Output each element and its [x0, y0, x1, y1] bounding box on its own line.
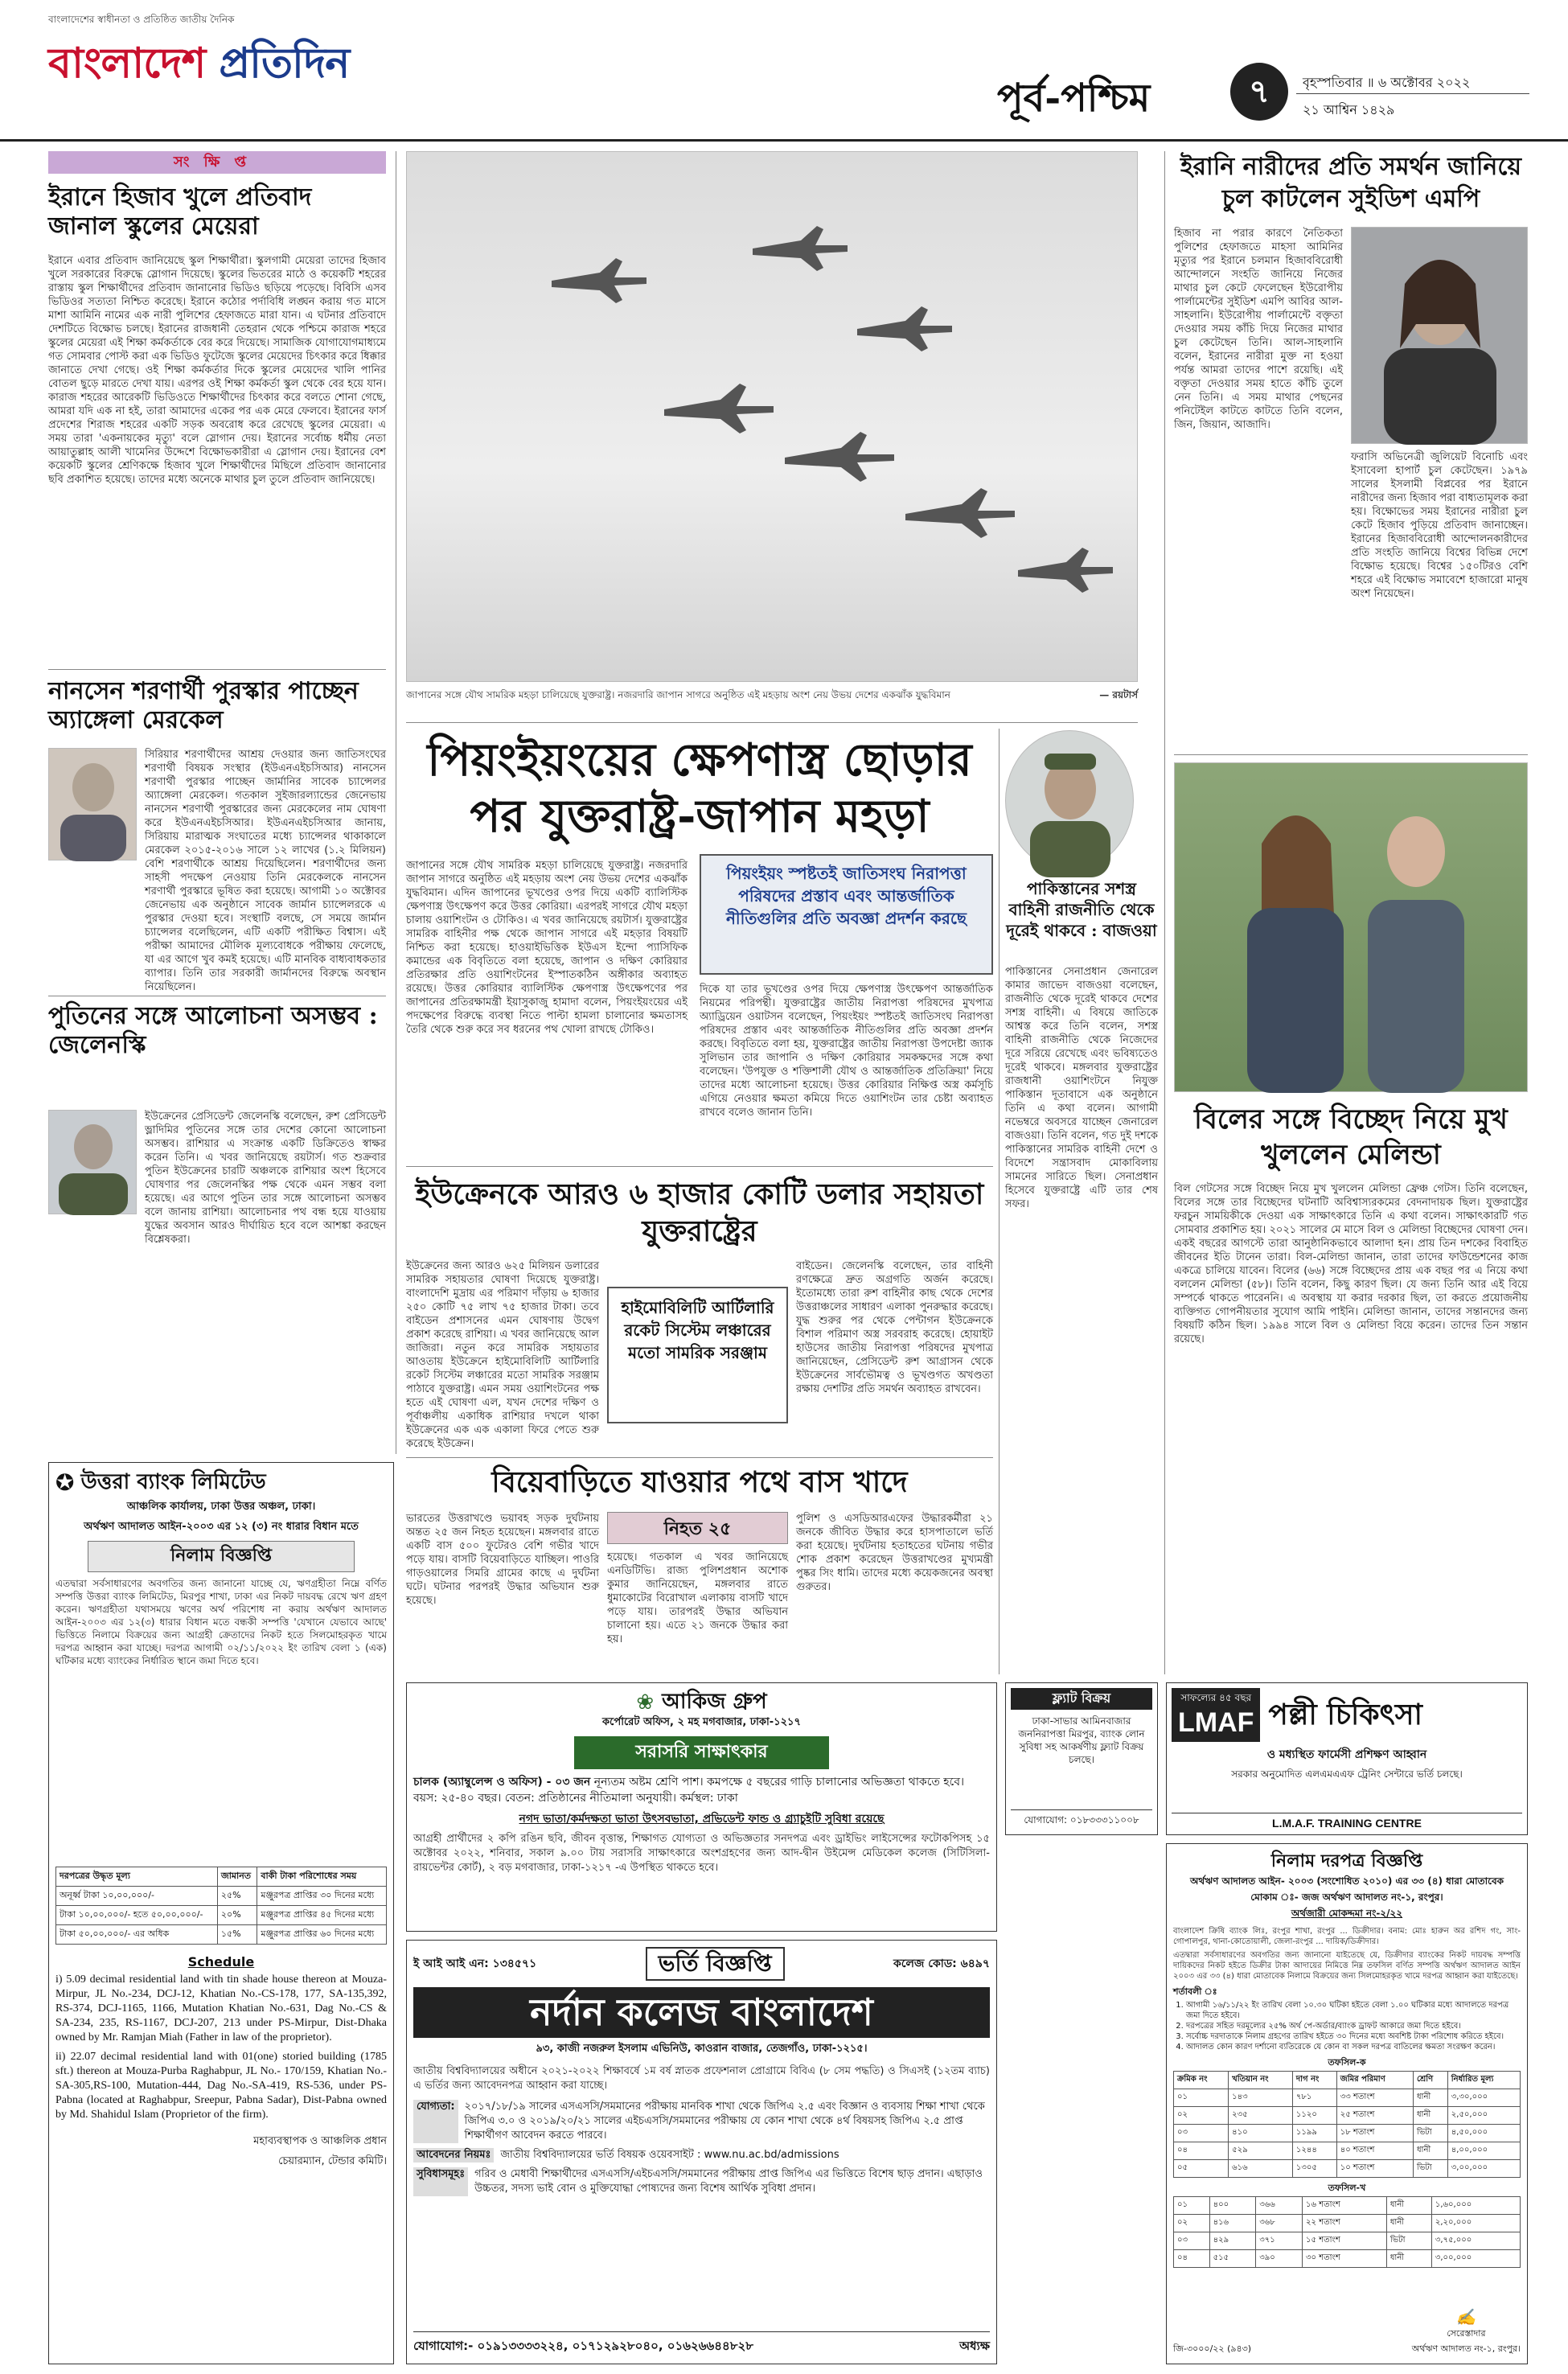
apply-label: আবেদনের নিয়মঃ	[413, 2148, 494, 2162]
tender-rows-a	[1174, 2089, 1521, 2178]
table-cell: ভিটা	[1386, 2232, 1431, 2250]
table-cell: ১৬ শতাংশ	[1303, 2197, 1387, 2215]
lmaf-logo-block	[1172, 1688, 1260, 1742]
brand-tagline: বাংলাদেশের স্বাধীনতা ও প্রতিষ্ঠিত জাতীয় দৈনিক	[48, 14, 235, 25]
table-row	[1174, 2197, 1521, 2215]
condition-item: 4. আদালত কোন কারণ দর্শানো ব্যতিরেকে যে কোন বা সকল দরপত্র বাতিলের ক্ষমতা সংরক্ষণ করেন।	[1186, 2042, 1521, 2052]
ukraine-quote-text: হাইমোবিলিটি আর্টিলারি রকেট সিস্টেম লঞ্চারের মতো সামরিক সরঞ্জাম	[621, 1298, 774, 1362]
ukraine-pull-quote	[607, 1287, 788, 1423]
death-toll-badge	[607, 1512, 788, 1544]
table-cell: ১৫ শতাংশ	[1303, 2232, 1387, 2250]
gates-couple-photo	[1174, 762, 1528, 1092]
table-row	[1174, 2142, 1521, 2160]
table-cell: ধানী	[1386, 2250, 1431, 2268]
divider	[1174, 754, 1528, 755]
akij-group-name: আকিজ গ্রুপ	[662, 1690, 767, 1714]
ukraine-headline[interactable]: ইউক্রেনকে আরও ৬ হাজার কোটি ডলার সহায়তা যুক্তরাষ্ট্রের	[415, 1177, 984, 1248]
merkel-photo	[48, 748, 137, 860]
table-row	[1174, 2250, 1521, 2268]
iran-hijab-body: ইরানে এবার প্রতিবাদ জানিয়েছে স্কুল শিক্ষার্থীরা। স্কুলগামী মেয়েরা তাদের হিজাব খুলে সরকারের বিরুদ্ধে স্লোগান দিয়েছে। স্কুলের ভিতরের মাঠে ও কয়েকটি শহরের রাস্তায় স্কুল শিক্ষার্থীদের প্রতিবাদ জানানোর ভিডিও ছড়িয়ে পড়েছে। বিবিসি এসব ভিডিওর সত্যতা নিশ্চিত করেছে। ইরানে কঠোর পর্দাবিধি লঙ্ঘন করায় গত মাসে মাশা আমিনি নামের এক নারী পুলিশের হেফাজতে মারা যান। এ ঘটনার প্রতিবাদে দেশটিতে বিক্ষোভ চলছে। ইরানের রাজধানী তেহরান থেকে পশ্চিমে কারাজ শহরে স্কুলের মেয়েরা এই শিক্ষা কর্মকর্তাকে বের করে দিয়েছে। সামাজিক যোগাযোগমাধ্যমে গত সোমবার পোস্ট করা এক ভিডিও ফুটেজে স্কুলের মেয়েদের চিৎকার করে ধিক্কার জানাতে দেখা গেছে। ওই শিক্ষা কর্মকর্তার দিকে স্কুলের মেয়েদের খালি পানির বোতল ছুড়ে মারতে দেখা যায়। এরপর ওই শিক্ষা কর্মকর্তা স্কুল থেকে বের হয়ে যান। কারাজ শহরের আরেকটি ভিডিওতে শিক্ষার্থীদের চিৎকার করে বলতে শোনা গেছে, আমরা যদি এক না হই, তারা আমাদের একের পর এক মেরে ফেলবে। ইরানের ফার্স প্রদেশের শিরাজ শহরের একটি সড়ক অবরোধ করে রেখেছে স্কুলের মেয়েরা। এ সময় তারা 'একনায়কের মৃত্যু' বলে স্লোগান দেয়। ইরানের সর্বোচ্চ ধর্মীয় নেতা আয়াতুল্লাহ আলী খামেনির উদ্দেশে বিক্ষোভকারীরা এ স্লোগান দেয়। ইরানের বেশ কয়েকটি স্কুলের শ্রেণিকক্ষে হিজাব খুলে শিক্ষার্থীদের মিছিলে প্রতিবাদ জানানোর ছবি প্রকাশিত হয়েছে। তাদের মধ্যে অনেকে মাথার চুল তুলে প্রতিবাদ জানিয়েছে।	[48, 255, 386, 486]
akij-instructions: আগ্রহী প্রার্থীদের ২ কপি রঙিন ছবি, জীবন বৃত্তান্ত, শিক্ষাগত যোগ্যতা ও অভিজ্ঞতার সনদপত্র এবং ড্রাইভিং লাইসেন্সের ফটোকপিসহ ১৫ অক্টোবর ২০২২, শনিবার, সকাল ৯.০০ টায় সরাসরি সাক্ষাৎকারে অংশগ্রহণের জন্য আদ-দ্বীন উইমেন্স মেডিকেল কলেজ (সিটিসিলা-রায়ভেন্টর কোর্ট), ২ বড় মগবাজার, ঢাকা-১২১৭ -এ উপস্থিত থাকতে হবে।	[413, 1833, 990, 1875]
benefits-label: সুবিধাসমূহঃ	[413, 2167, 468, 2196]
table-header: নির্ধারিত মূল্য	[1447, 2072, 1520, 2089]
table-row	[1174, 2125, 1521, 2142]
table-cell: ধানী	[1413, 2089, 1447, 2107]
tender-signatory: সেরেস্তাদার	[1447, 2328, 1486, 2339]
signature-mark-icon: ✍	[1455, 2307, 1476, 2327]
table-cell: ০৫	[1174, 2160, 1229, 2178]
table-row	[56, 1925, 387, 1945]
tender-schedule-title: তফসিল-ক	[1328, 2057, 1366, 2068]
table-cell: ১৫%	[217, 1925, 257, 1945]
pull-quote-text: পিয়ংইয়ং স্পষ্টতই জাতিসংঘ নিরাপত্তা পরিষদের প্রস্তাব এবং আন্তর্জাতিক নীতিগুলির প্রতি অবজ্ঞা প্রদর্শন করছে	[725, 864, 967, 928]
zelensky-photo	[48, 1110, 137, 1214]
lmaf-title: পল্লী চিকিৎসা	[1268, 1697, 1422, 1731]
page-number-badge: ৭	[1230, 63, 1288, 121]
bank-logo-icon: ✪	[55, 1469, 75, 1496]
akij-post-block	[413, 1774, 990, 1806]
flat-ad-title: ফ্ল্যাট বিক্রয়	[1011, 1688, 1152, 1710]
swedish-mp-photo	[1351, 227, 1528, 444]
swedish-mp-body-col2: ফরাসি অভিনেত্রী জুলিয়েট বিনোচি এবং ইসাবেলা হাপার্ট চুল কেটেছেন। ১৯৭৯ সালের ইসলামী বিপ্লবের পর ইরানে নারীদের জন্য হিজাব পরা বাধ্যতামূলক করা হয়। বিক্ষোভের সময় ইরানের নারীরা চুল কেটে হিজাব পুড়িয়ে প্রতিবাদ জানাচ্ছেন। ইরানের হিজাববিরোধী আন্দোলনকারীদের প্রতি সংহতি জানিয়ে বিশ্বের বিভিন্ন দেশে বিক্ষোভ হয়েছে। বিশ্বের ১৫০টিরও বেশি শহরে এই বিক্ষোভ সমাবেশে হাজারো মানুষ অংশ নিয়েছেন।	[1351, 451, 1528, 600]
table-cell: ৩,০০,০০০	[1447, 2160, 1520, 2178]
logo-part1: বাংলাদেশ	[48, 39, 206, 88]
table-cell: ধানী	[1386, 2215, 1431, 2232]
table-cell: ১১২০	[1292, 2107, 1336, 2125]
rangpur-auction-notice	[1166, 1843, 1528, 2364]
akij-logo-icon: ❀	[636, 1690, 655, 1715]
akij-header	[413, 1690, 990, 1715]
tender-title: নিলাম দরপত্র বিজ্ঞপ্তি	[1270, 1850, 1423, 1871]
table-cell: অনূর্ধ্ব টাকা ১০,০০,০০০/-	[56, 1887, 218, 1906]
table-row	[1174, 2107, 1521, 2125]
divider	[406, 722, 1138, 723]
flat-sale-ad	[1005, 1682, 1158, 1835]
tender-conditions-title: শর্তাবলী ঃ	[1173, 1986, 1217, 1998]
schedule-item-1: i) 5.09 decimal residential land with tin shade house thereon at Mouza-Mirpur, JL No.-234, DCJ-12, Khatian No.-CS-178, 177, SA-135,392, RS-374, DCJ-1165, 1166, Mutation Khatian No.-631, Dag No.-CS & SA-234, 235, RS-1167, DCJ-207, 213 under PS-Mirpur, Dist-Dhaka owned by Mr. Ramjan Miah (Father in law of the proprietor).	[55, 1974, 387, 2043]
college-header-row	[413, 1947, 990, 1981]
flat-phone[interactable]: ০১৮৩৩৩১১০০৮	[1069, 1814, 1139, 1826]
tender-conditions-list	[1173, 2000, 1521, 2052]
akij-benefits: নগদ ভাতা/কর্মদক্ষতা ভাতা উৎসবভাতা, প্রভিডেন্ট ফান্ড ও গ্র্যাচুইটি সুবিধা রয়েছে	[519, 1813, 885, 1826]
table-header: জামানত	[217, 1867, 257, 1887]
northern-college-ad	[406, 1940, 997, 2364]
table-cell: ৪১৬	[1209, 2215, 1256, 2232]
tender-line1: অর্থঋণ আদালত আইন- ২০০৩ (সংশোধিত ২০১০) এর ৩৩ (৪) ধারা মোতাবেক	[1189, 1875, 1504, 1887]
table-cell: ১২৪৪	[1292, 2142, 1336, 2160]
table-cell: ৫২৯	[1229, 2142, 1293, 2160]
date-gregorian: বৃহস্পতিবার ॥ ৬ অক্টোবর ২০২২	[1303, 75, 1471, 90]
schedule-item-2: ii) 22.07 decimal residential land with 01(one) storied building (1785 sft.) thereon at Mouza-Purba Raghabpur, JL No.- 170/159, Khatian No.-SA-305,RS-100, Mutation-444, Dag No.-SA-419, RS-536, under PS-Pabna (located at Raghabpur, Sreepur, Pabna Sadar), Dist-Pabna owned by Md. Shahidul Islam (Proprietor of the firm).	[55, 2051, 387, 2121]
college-sign: অধ্যক্ষ	[959, 2339, 990, 2353]
lead-body-col1: জাপানের সঙ্গে যৌথ সামরিক মহড়া চালিয়েছে যুক্তরাষ্ট্র। নজরদারি জাপান সাগরে অনুষ্ঠিত এই মহড়ায় অংশ নেয় উভয় দেশের একঝাঁক যুদ্ধবিমান। এদিন জাপানের ভূখণ্ডের ওপর দিয়ে একটি ব্যালিস্টিক ক্ষেপণাস্ত্র উৎক্ষেপণ করে উত্তর কোরিয়া। এরপরই সাগরে যৌথ মহড়া চালায় ওয়াশিংটন ও টোকিও। এ খবর জানিয়েছে রয়টার্স। যুক্তরাষ্ট্রের সামরিক বাহিনীর পক্ষ থেকে জাপান সাগরে এই মহড়ার বিষয়টি নিশ্চিত করা হয়েছে। হাওয়াইভিত্তিক ইউএস ইন্দো প্যাসিফিক কমান্ডের এক বিবৃতিতে বলা হয়েছে, জাপান ও দক্ষিণ কোরিয়ার প্রতিরক্ষার প্রতি ওয়াশিংটনের ইস্পাতকঠিন অঙ্গীকার অব্যাহত রয়েছে। উত্তর কোরিয়ার ব্যালিস্টিক ক্ষেপণাস্ত্র উৎক্ষেপণের পর জাপানের প্রতিরক্ষামন্ত্রী ইয়াসুকাজু হামাদা বলেন, পিয়ংইয়ংয়ের এই পদক্ষেপের বিরুদ্ধে ব্যবস্থা নিতে পাল্টা হামলা চালানোর ক্ষমতাসহ তৈরি থেকে শুরু করে সব ধরনের পথ খোলা রাখছে টোকিও।	[406, 860, 688, 1036]
table-header: দরপত্রের উদ্ধৃত মূল্য	[56, 1867, 218, 1887]
condition-item: 2. দরপত্রের সহিত দরমূল্যের ২৫% অর্থ পে-অর্ডার/ব্যাংক ড্রাফট আকারে জমা দিতে হইবে।	[1186, 2021, 1521, 2031]
flat-phone-label: যোগাযোগ:	[1024, 1814, 1068, 1826]
tender-ref: জি-৩০০০/২২ (৯৪৩)	[1173, 2343, 1252, 2354]
table-cell: ধানী	[1413, 2107, 1447, 2125]
tender-schedule-table	[1173, 2071, 1521, 2178]
interview-title: সরাসরি সাক্ষাৎকার	[574, 1736, 829, 1769]
table-cell: ৩,৩০,০০০	[1447, 2089, 1520, 2107]
condition-item: 1. আগামী ১৬/১১/২২ ইং তারিখ বেলা ১০.৩০ ঘটিকা হইতে বেলা ১.০০ ঘটিকার মধ্যে আদালতে দরপত্র জমা দিতে হইবে।	[1186, 2000, 1521, 2021]
auction-notice-title: নিলাম বিজ্ঞপ্তি	[88, 1541, 355, 1572]
table-header: শ্রেণি	[1413, 2072, 1447, 2089]
apply-text[interactable]: জাতীয় বিশ্ববিদ্যালয়ের ভর্তি বিষয়ক ওয়েবসাইট : www.nu.ac.bd/admissions	[500, 2148, 839, 2161]
section-title: পূর্ব-পশ্চিম	[997, 76, 1151, 121]
table-cell: ৪,৫০,০০০	[1447, 2125, 1520, 2142]
table-cell: ২,২০,০০০	[1431, 2215, 1520, 2232]
merkel-body-col	[145, 748, 386, 993]
table-cell: ১,৬০,০০০	[1431, 2197, 1520, 2215]
college-eligibility-row	[413, 2100, 990, 2143]
table-cell: ১৪৩	[1229, 2089, 1293, 2107]
table-cell: মঞ্জুরপত্র প্রাপ্তির ৬০ দিনের মধ্যে	[257, 1925, 387, 1945]
table-cell: ০৪	[1174, 2142, 1229, 2160]
fighter-jets-photo	[406, 151, 1138, 682]
divider	[406, 1166, 993, 1167]
table-cell: ৩৬৬	[1256, 2197, 1303, 2215]
ukraine-body-col2: বাইডেন। জেলেনস্কি বলেছেন, তার বাহিনী রণক্ষেত্রে দ্রুত অগ্রগতি অর্জন করেছে। ইতোমধ্যে তারা রুশ বাহিনীর কাছ থেকে দেশের উত্তরাঞ্চলের সাধারণ এলাকা পুনরুদ্ধার করেছে। যুদ্ধ শুরুর পর থেকে পেন্টাগন ইউক্রেনকে বিশাল পরিমাণ অস্ত্র সরবরাহ করেছে। হোয়াইট হাউসের জাতীয় নিরাপত্তা পরিষদের মুখপাত্র জানিয়েছেন, প্রেসিডেন্ট রুশ আগ্রাসন থেকে ইউক্রেনের সার্বভৌমত্ব ও ভূখণ্ডগত অখণ্ডতা রক্ষায় দেশটির প্রতি সমর্থন অব্যাহত রাখবেন।	[796, 1260, 993, 1395]
tender-court: অর্থঋণ আদালত নং-১, রংপুর।	[1411, 2343, 1521, 2354]
table-cell: ১৮ শতাংশ	[1336, 2125, 1413, 2142]
table-cell: ২৫%	[217, 1887, 257, 1906]
lmaf-logo: LMAF	[1178, 1707, 1254, 1738]
table-cell: ৩০ শতাংশ	[1303, 2250, 1387, 2268]
date-bengali: ২১ আশ্বিন ১৪২৯	[1303, 102, 1395, 117]
wedding-body-col3: পুলিশ ও এসডিআরএফের উদ্ধারকর্মীরা ২১ জনকে জীবিত উদ্ধার করে হাসপাতালে ভর্তি করা হয়েছে। দুর্ঘটনায় হতাহতের ঘটনায় গভীর শোক প্রকাশ করেছেন উত্তরাখণ্ডের মুখ্যমন্ত্রী পুষ্কর সিং ধামি। তাদের মধ্যে কয়েকজনের অবস্থা গুরুতর।	[796, 1513, 993, 1593]
table-cell: ৩৬৮	[1256, 2215, 1303, 2232]
bank-deposit-table	[55, 1867, 387, 1945]
college-name: নর্দান কলেজ বাংলাদেশ	[413, 1987, 990, 2038]
table-header: খতিয়ান নং	[1229, 2072, 1293, 2089]
table-cell: ৩৭১	[1256, 2232, 1303, 2250]
iran-hijab-headline[interactable]: ইরানে হিজাব খুলে প্রতিবাদ জানাল স্কুলের মেয়েরা	[48, 183, 312, 240]
schedule-title: Schedule	[187, 1954, 255, 1969]
table-cell: মঞ্জুরপত্র প্রাপ্তির ৩০ দিনের মধ্যে	[257, 1887, 387, 1906]
table-cell: ৬১৬	[1229, 2160, 1293, 2178]
table-row	[56, 1906, 387, 1925]
table-cell: ০৩	[1174, 2125, 1229, 2142]
table-cell: ০৪	[1174, 2250, 1210, 2268]
tender-line2: মোকাম ঃ- জজ অর্থঋণ আদালত নং-১, রংপুর।	[1250, 1891, 1443, 1904]
table-cell: ভিটা	[1413, 2160, 1447, 2178]
akij-requirements: নূন্যতম অষ্টম শ্রেণি পাশ। কমপক্ষে ৫ বছরের গাড়ি চালানোর অভিজ্ঞতা থাকতে হবে। বয়স: ২৫-৪০ বছর। বেতন: প্রতিষ্ঠানের নীতিমালা অনুযায়ী। কর্মস্থল: ঢাকা	[413, 1776, 965, 1805]
divider	[48, 669, 386, 670]
college-footer	[413, 2331, 990, 2357]
table-cell: ৭৮১	[1292, 2089, 1336, 2107]
table-cell: ৪,০০,০০০	[1447, 2142, 1520, 2160]
bank-name: উত্তরা ব্যাংক লিমিটেড	[80, 1469, 266, 1494]
merkel-body: সিরিয়ার শরণার্থীদের আশ্রয় দেওয়ার জন্য জাতিসংঘের শরণার্থী বিষয়ক সংস্থার (ইউএনএইচসিআর) নানসেন শরণার্থী পুরস্কার পাচ্ছেন জার্মানির সাবেক চ্যান্সেলর অ্যাঙ্গেলা মেরকেল। গতকাল সুইজারল্যান্ডের জেনেভায় নানসেন শরণার্থী পুরস্কারের জন্য মেরকেলের নাম ঘোষণা করে ইউএনএইচসিআর। ইউএনএইচসিআর জানায়, সিরিয়ায় মারাত্মক সংঘাতের মধ্যে চ্যান্সেলর থাকাকালে মেরকেল ২০১৫-২০১৬ সালে ১২ লাখের (১.২ মিলিয়ন) বেশি শরণার্থীকে আশ্রয় দিয়েছিলেন। শরণার্থীদের জন্য সাহসী পদক্ষেপ নেওয়ায় তিনি মেরকেলকে নানসেন শরণার্থী পুরস্কারে ভূষিত করা হয়েছে। আগামী ১০ অক্টোবর জেনেভায় এক অনুষ্ঠানে সাবেক জার্মান চ্যান্সেলরকে এ পুরস্কার দেওয়া হবে। সংস্থাটি বলছে, সে সময়ে জার্মান চ্যান্সেলর বলেছিলেন, এটি একটি পরীক্ষিত বিশ্বাস। এই পরীক্ষা আমাদের মৌলিক মূল্যবোধকে পরীক্ষায় ফেলেছে, যা এর আগে খুব কমই হয়েছে। এটি মানবিক বাধ্যবাধকতার ব্যাপার। তিনি তার সরকারী জার্মানদের বিরুদ্ধে অবস্থান নিয়েছিলেন।	[145, 749, 386, 993]
benefits-text: গরিব ও মেধাবী শিক্ষার্থীদের এসএসসি/এইচএসসি/সমমানের পরীক্ষায় প্রাপ্ত জিপিএ এর ভিত্তিতে বিশেষ ছাড় প্রদান। এছাড়াও উচ্চতর, সদস্য ভাই বোন ও মুক্তিযোদ্ধা পোষ্যদের জন্য বিশেষ আর্থিক সুবিধা প্রদান।	[474, 2167, 983, 2195]
table-cell: ২,৫০,০০০	[1447, 2107, 1520, 2125]
college-benefits-row	[413, 2167, 990, 2196]
zelensky-headline[interactable]: পুতিনের সঙ্গে আলোচনা অসম্ভব : জেলেনস্কি	[48, 1002, 378, 1059]
table-row	[1174, 2089, 1521, 2107]
table-header: দাগ নং	[1292, 2072, 1336, 2089]
table-cell: ২২ শতাংশ	[1303, 2215, 1387, 2232]
table-cell: ৫১৫	[1209, 2250, 1256, 2268]
melinda-body: বিল গেটসের সঙ্গে বিচ্ছেদ নিয়ে মুখ খুললেন মেলিন্ডা ফ্রেঞ্চ গেটস। তিনি বলেছেন, বিলের সঙ্গে তার বিচ্ছেদের ঘটনাটি অবিশ্বাস্যরকমের বেদনাদায়ক ছিল। যুক্তরাষ্ট্রের ফরচুন সাময়িকীকে দেওয়া এক সাক্ষাৎকারে তিনি এ কথা বলেন। সাক্ষাৎকারটি গত সোমবার প্রকাশিত হয়। ২০২১ সালের মে মাসে বিল ও মেলিন্ডা বিচ্ছেদের ঘোষণা দেন। একই বছরের আগস্টে তারা আনুষ্ঠানিকভাবে আলাদা হন। প্রায় তিন দশকের বিবাহিত জীবনের ইতি টানেন তারা। বিল-মেলিন্ডা জানান, তারা তাদের ফাউন্ডেশনের কাজ একত্রে চালিয়ে যাবেন। বিলের (৬৬) সঙ্গে বিচ্ছেদের প্রায় এক বছর পর এ নিয়ে কথা বললেন মেলিন্ডা (৫৮)। তিনি বলেন, কিছু কারণ ছিল। যে জন্য তিনি আর এই বিয়ে সম্পর্কে থাকতে পারেননি। এ অবস্থায় যা করার দরকার ছিল, তা করতে প্রয়োজনীয় ব্যক্তিগত গোপনীয়তার সুযোগ আমি পাইনি। মেলিন্ডা জানান, তাদের সন্তানদের জন্য বিষয়টি কঠিন ছিল। ১৯৯৪ সালে বিল ও মেলিন্ডা বিয়ে করেন। তাদের তিন সন্তান রয়েছে।	[1174, 1183, 1528, 1345]
uttara-bank-notice	[48, 1462, 394, 2364]
table-cell: ৩৩ শতাংশ	[1336, 2089, 1413, 2107]
bajwa-photo	[1005, 730, 1134, 871]
akij-group-ad	[406, 1682, 997, 1932]
table-cell: ধানী	[1386, 2197, 1431, 2215]
tender-rows-b	[1174, 2197, 1521, 2268]
bajwa-body: পাকিস্তানের সেনাপ্রধান জেনারেল কামার জাভেদ বাজওয়া বলেছেন, রাজনীতি থেকে দূরেই থাকবে দেশের সশস্ত্র বাহিনী। এ বিষয়ে জাতিকে আশ্বস্ত করে তিনি বলেন, সশস্ত্র বাহিনী রাজনীতি থেকে নিজেদের দূরে সরিয়ে রেখেছে এবং ভবিষ্যতেও দূরেই থাকবে। মঙ্গলবার যুক্তরাষ্ট্রের রাজধানী ওয়াশিংটনে নিযুক্ত পাকিস্তান দূতাবাসে এক অনুষ্ঠানে তিনি এ কথা বলেন। আগামী নভেম্বরে অবসরে যাচ্ছেন জেনারেল বাজওয়া। তিনি বলেন, গত দুই দশকে পাকিস্তানের সামরিক বাহিনী দেশে ও বিদেশে সন্ত্রাসবাদ মোকাবিলায় সামনের সারিতে ছিল। সেনাপ্রধান হিসেবে যুক্তরাষ্ট্রে এটি তার শেষ সফর।	[1005, 966, 1158, 1210]
bank-law-line: অর্থঋণ আদালত আইন-২০০৩ এর ১২ (৩) নং ধারার বিধান মতে	[84, 1521, 359, 1533]
college-contact: যোগাযোগ:- ০১৯১৩৩৩৩২২৪, ০১৭১২৯২৮০৪০, ০১৬২৬৬৪৪৮২৮	[413, 2339, 753, 2353]
melinda-headline[interactable]: বিলের সঙ্গে বিচ্ছেদ নিয়ে মুখ খুললেন মেলিন্ডা	[1194, 1103, 1508, 1171]
flat-ad-body: ঢাকা-সাভার আমিনবাজার জননিরাপত্তা মিরপুর, ব্যাংক লোন সুবিধা সহ আকর্ষণীয় ফ্ল্যাট বিক্রয় চলছে।	[1018, 1715, 1145, 1765]
tender-body: এতদ্বারা সর্বসাধারণের অবগতির জন্য জানানো যাইতেছে যে, ডিক্রীদার ব্যাংকের নিকট দায়বদ্ধ সম্পত্তি দায়িকদের নিকট হইতে ডিক্রীর টাকা আদায়ের নিমিত্তে নিম্ন তফসিল বর্ণিত সম্পত্তি অর্থঋণ আদালত আইন ২০০৩ এর ৩৩ (৪) ধারা মোতাবেক নিলামে বিক্রয়ের জন্য সিলমোহরকৃত খামে দরপত্র আহ্বান করা যাইতেছে।	[1173, 1951, 1521, 1982]
table-cell: ২০%	[217, 1906, 257, 1925]
table-cell: ০২	[1174, 2215, 1210, 2232]
bank-signatory: মহাব্যবস্থাপক ও আঞ্চলিক প্রধান	[253, 2135, 387, 2147]
masthead	[0, 0, 1568, 142]
divider	[406, 1457, 993, 1458]
table-cell: ১১৯৯	[1292, 2125, 1336, 2142]
date-divider	[1296, 93, 1529, 94]
table-cell: ০১	[1174, 2089, 1229, 2107]
college-eiin: ই আই আই এন: ১৩৪৫৭১	[413, 1957, 537, 1970]
lmaf-footer: L.M.A.F. TRAINING CENTRE	[1172, 1813, 1522, 1830]
table-cell: ধানী	[1413, 2142, 1447, 2160]
jets-illustration	[407, 152, 1139, 683]
tender-footer	[1173, 2307, 1521, 2357]
lead-headline[interactable]: পিয়ংইয়ংয়ের ক্ষেপণাস্ত্র ছোড়ার পর যুক্তরাষ্ট্র-জাপান মহড়া	[427, 733, 972, 843]
table-cell: ২৫ শতাংশ	[1336, 2107, 1413, 2125]
table-cell: টাকা ৫০,০০,০০০/- এর অধিক	[56, 1925, 218, 1945]
table-cell: ০১	[1174, 2197, 1210, 2215]
flat-ad-contact	[1011, 1809, 1152, 1830]
eligibility-label: যোগ্যতা:	[413, 2100, 458, 2143]
table-row	[1174, 2232, 1521, 2250]
table-cell: ৪০ শতাংশ	[1336, 2142, 1413, 2160]
table-cell: ০২	[1174, 2107, 1229, 2125]
table-cell: ৩,০০,০০০	[1431, 2250, 1520, 2268]
wedding-body-col1: ভারতের উত্তরাখণ্ডে ভয়াবহ সড়ক দুর্ঘটনায় অন্তত ২৫ জন নিহত হয়েছেন। মঙ্গলবার রাতে একটি বাস ৫০০ ফুটেরও বেশি গভীর খাদে পড়ে যায়। বাসটি বিয়েবাড়িতে যাচ্ছিল। পাওরি গাড়ওয়ালের সিমরি গ্রামের কাছে এ দুর্ঘটনা ঘটে। ঘটনার পরপরই উদ্ধার অভিযান শুরু হয়েছে।	[406, 1513, 599, 1607]
bank-notice-body: এতদ্বারা সর্বসাধারণের অবগতির জন্য জানানো যাচ্ছে যে, ঋণগ্রহীতা নিম্নে বর্ণিত সম্পত্তি উত্তরা ব্যাংক লিমিটেড, মিরপুর শাখা, ঢাকা এর নিকট দায়বদ্ধ রেখে ঋণ গ্রহণ করেন। ঋণগ্রহীতা যথাসময়ে ঋণের অর্থ পরিশোধ না করায় অর্থঋণ আদালত আইন-২০০৩ এর ১২(৩) ধারার বিধান মতে বন্ধকী সম্পত্তি 'যেখানে যেভাবে আছে' ভিত্তিতে নিলামে বিক্রয়ের জন্য আগ্রহী ক্রেতাদের নিকট হতে সিলমোহরকৃত খামে দরপত্র আহ্বান করা যাচ্ছে। দরপত্র আগামী ০২/১১/২০২২ ইং তারিখ বেলা ১ (এক) ঘটিকার মধ্যে ব্যাংকের নির্ধারিত স্থানে জমা দিতে হবে।	[55, 1578, 387, 1666]
tender-schedule2-title: তফসিল-খ	[1328, 2183, 1366, 2194]
caption-text: জাপানের সঙ্গে যৌথ সামরিক মহড়া চালিয়েছে যুক্তরাষ্ট্র। নজরদারি জাপান সাগরে অনুষ্ঠিত এই মহড়ায় অংশ নেয় উভয় দেশের একঝাঁক যুদ্ধবিমান	[406, 689, 950, 700]
table-row	[1174, 2215, 1521, 2232]
table-cell: ১০ শতাংশ	[1336, 2160, 1413, 2178]
lmaf-ad	[1166, 1682, 1528, 1835]
akij-address: কর্পোরেট অফিস, ২ মহ মগবাজার, ঢাকা-১২১৭	[602, 1716, 801, 1729]
lmaf-tag: সাফল্যের ৪৫ বছর	[1180, 1692, 1252, 1703]
table-cell: ৪০০	[1209, 2197, 1256, 2215]
table-row	[1174, 2160, 1521, 2178]
lmaf-header	[1172, 1688, 1522, 1742]
bank-office: আঞ্চলিক কার্যালয়, ঢাকা উত্তর অঞ্চল, ঢাকা।	[126, 1501, 316, 1513]
summary-section-label: সংক্ষিপ্ত	[48, 151, 386, 174]
table-cell: মঞ্জুরপত্র প্রাপ্তির ৪৫ দিনের মধ্যে	[257, 1906, 387, 1925]
photo-credit: — রয়টার্স	[1099, 689, 1138, 700]
lead-pull-quote	[700, 854, 993, 975]
condition-item: 3. সর্বোচ্চ দরদাতাকে নিলাম গ্রহণের তারিখ হইতে ৩০ দিনের মধ্যে অবশিষ্ট টাকা পরিশোধ করিতে হইবে।	[1186, 2031, 1521, 2042]
table-cell: ৩৯০	[1256, 2250, 1303, 2268]
admission-title: ভর্তি বিজ্ঞপ্তি	[646, 1947, 785, 1981]
bank-signatory-2: চেয়ারম্যান, টেন্ডার কমিটি।	[278, 2155, 387, 2167]
akij-post: চালক (অ্যাম্বুলেন্স ও অফিস) - ০৩ জন	[413, 1776, 591, 1789]
table-cell: টাকা ১০,০০,০০০/- হতে ৫০,০০,০০০/-	[56, 1906, 218, 1925]
column-divider	[1164, 151, 1165, 1674]
eligibility-text: ২০১৭/১৮/১৯ সালের এসএসসি/সমমানের পরীক্ষায় মানবিক শাখা থেকে জিপিএ ২.৫ এবং বিজ্ঞান ও ব্যবসায় শিক্ষা শাখা থেকে জিপিএ ৩.০ ও ২০১৯/২০/২১ সালের এইচএসসি/সমমানের পরীক্ষায় যে কোন শাখা থেকে ৪র্থ বিষয়সহ জিপিএ ২.৫ প্রাপ্ত শিক্ষার্থীগণ আবেদন করতে পারবে।	[464, 2100, 985, 2142]
swedish-mp-body-col1: হিজাব না পরার কারণে নৈতিকতা পুলিশের হেফাজতে মাহসা আমিনির মৃত্যুর পর ইরানে চলমান হিজাববিরোধী আন্দোলনে সংহতি জানিয়ে নিজের মাথার চুল কেটে ফেলেছেন ইউরোপীয় পার্লামেন্টের সুইডিশ এমপি আবির আল-সাহলানি। ইউরোপীয় পার্লামেন্টে বক্তৃতা দেওয়ার সময় কাঁচি দিয়ে নিজের মাথার চুল কেটেছেন তিনি। আল-সাহলানি বলেন, ইরানের নারীরা মুক্ত না হওয়া পর্যন্ত আমরা তাদের পাশে রয়েছি। এই বক্তৃতা দেওয়ার সময় হাতে কাঁচি তুলে নেন তিনি। এ সময় মাথার পেছনের পনিটেইল কাটতে কাটতে তিনি বলেন, জিন, জিয়ান, আজাদি।	[1174, 228, 1343, 431]
college-apply-row	[413, 2148, 990, 2162]
bajwa-headline[interactable]: পাকিস্তানের সশস্ত্র বাহিনী রাজনীতি থেকে দূরেই থাকবে : বাজওয়া	[1006, 879, 1157, 940]
death-toll-text: নিহত ২৫	[663, 1518, 732, 1539]
lmaf-body: সরকার অনুমোদিত এলএমএএফ ট্রেনিং সেন্টারে ভর্তি চলছে।	[1231, 1768, 1463, 1780]
table-cell: ভিটা	[1413, 2125, 1447, 2142]
table-cell: ০৩	[1174, 2232, 1210, 2250]
merkel-headline[interactable]: নানসেন শরণার্থী পুরস্কার পাচ্ছেন অ্যাঙ্গেলা মেরকেল	[48, 677, 359, 734]
table-cell: ৪২৯	[1209, 2232, 1256, 2250]
table-cell: ২৩৫	[1229, 2107, 1293, 2125]
main-photo-caption	[406, 688, 1138, 701]
table-header: বাকী টাকা পরিশোধের সময়	[257, 1867, 387, 1887]
table-header: জমির পরিমাণ	[1336, 2072, 1413, 2089]
college-code: কলেজ কোড: ৬৪৯৭	[893, 1957, 990, 1970]
table-row	[56, 1887, 387, 1906]
tender-schedule-table-2	[1173, 2196, 1521, 2268]
college-address: ৯৩, কাজী নজরুল ইসলাম এভিনিউ, কাওরান বাজার, তেজগাঁও, ঢাকা-১২১৫।	[536, 2042, 868, 2055]
wedding-body-col2: হয়েছে। গতকাল এ খবর জানিয়েছে এনডিটিভি। রাজ্য পুলিশপ্রধান অশোক কুমার জানিয়েছেন, মঙ্গলবার রাতে ধুমাকোটের বিরোখাল এলাকায় বাসটি খাদে পড়ে যায়। তারপরই উদ্ধার অভিযান চালানো হয়। এতে ২১ জনকে উদ্ধার করা হয়।	[607, 1551, 788, 1645]
zelensky-body: ইউক্রেনের প্রেসিডেন্ট জেলেনস্কি বলেছেন, রুশ প্রেসিডেন্ট ভ্লাদিমির পুতিনের সঙ্গে তার দেশের কোনো আলোচনা অসম্ভব। রাশিয়ার এ সংক্রান্ত একটি ডিক্রিতেও স্বাক্ষর করেন তিনি। এ খবর জানিয়েছে রয়টার্স। গত শুক্রবার পুতিন ইউক্রেনের চারটি অঞ্চলকে রাশিয়ার অংশ হিসেবে ঘোষণার পর জেলেনস্কির পক্ষ থেকে এমন সম্ভব বলা হয়েছে। এর আগে পুতিন তার সঙ্গে আলোচনা অসম্ভব বলে জানায় রাশিয়া। আলোচনার পথ বন্ধ হয়ে যাওয়ায় যুদ্ধের অবসান আরও দীর্ঘায়িত হবে বলে আশঙ্কা করছেন বিশ্লেষকরা।	[145, 1111, 386, 1246]
tender-parties: বাংলাদেশ ক্রিষি ব্যাংক লিঃ, রংপুর শাখা, রংপুর ... ডিক্রীদার। বনাম: মোঃ হারুন অর রশিদ গং, সাং-গোপালপুর, থানা-কোতোয়ালী, জেলা-রংপুর ... দায়িক/ডিক্রীদার।	[1173, 1927, 1521, 1947]
lead-body-col2: দিকে যা তার ভূখণ্ডের ওপর দিয়ে ক্ষেপণাস্ত্র উৎক্ষেপণ আন্তর্জাতিক নিয়মের পরিপন্থী। যুক্তরাষ্ট্রের জাতীয় নিরাপত্তা পরিষদের মুখপাত্র অ্যাড্রিয়েন ওয়াটসন বলেছেন, পিয়ংইয়ং স্পষ্টতই জাতিসংঘ নিরাপত্তা পরিষদের প্রস্তাব এবং আন্তর্জাতিক নীতিগুলির প্রতি অবজ্ঞা প্রদর্শন করছে। বিবৃতিতে বলা হয়, যুক্তরাষ্ট্রের জাতীয় নিরাপত্তা উপদেষ্টা জ্যাক সুলিভান তার জাপানি ও দক্ষিণ কোরিয়ার সমকক্ষদের সঙ্গে কথা বলেছেন। 'উপযুক্ত ও শক্তিশালী যৌথ ও আন্তর্জাতিক প্রতিক্রিয়া' নিয়ে তাদের মধ্যে আলোচনা হয়েছে। উত্তর কোরিয়ার নিক্ষিপ্ত অস্ত্র কর্মসূচি এগিয়ে নেওয়ার ক্ষমতা কমিয়ে দিতে ওয়াশিংটন তার চেষ্টা অব্যাহত রাখবে বলেও জানান তিনি।	[700, 984, 993, 1119]
wedding-bus-headline[interactable]: বিয়েবাড়িতে যাওয়ার পথে বাস খাদে	[491, 1465, 908, 1499]
bank-header	[55, 1469, 387, 1496]
table-cell: ৪১০	[1229, 2125, 1293, 2142]
table-header: ক্রমিক নং	[1174, 2072, 1229, 2089]
tender-signature-block	[1412, 2307, 1521, 2357]
logo-part2: প্রতিদিন	[219, 39, 350, 88]
table-cell: ৩,৭৫,০০০	[1431, 2232, 1520, 2250]
college-intro: জাতীয় বিশ্ববিদ্যালয়ের অধীনে ২০২১-২০২২ শিক্ষাবর্ষে ১ম বর্ষ স্নাতক প্রফেশনাল প্রোগ্রামে বিবিএ (৮ সেম পদ্ধতি) ও সিএসই (১২তম ব্যাচ) এ ভর্তির জন্য আবেদনপত্র আহ্বান করা যাচ্ছে।	[413, 2064, 990, 2092]
tender-line3: অর্থজারী মোকদ্দমা নং-২/২২	[1291, 1908, 1403, 1920]
swedish-mp-headline[interactable]: ইরানি নারীদের প্রতি সমর্থন জানিয়ে চুল কাটলেন সুইডিশ এমপি	[1180, 153, 1522, 213]
newspaper-logo[interactable]	[48, 31, 349, 101]
ukraine-body-col1: ইউক্রেনের জন্য আরও ৬২৫ মিলিয়ন ডলারের সামরিক সহায়তার ঘোষণা দিয়েছে যুক্তরাষ্ট্র। বাংলাদেশি মুদ্রায় এর পরিমাণ দাঁড়ায় ৬ হাজার ২৫০ কোটি ৭৫ লাখ ৭৫ হাজার টাকা। তবে বাইডেন প্রশাসনের এমন ঘোষণায় উদ্বেগ প্রকাশ করেছে রাশিয়া। এ খবর জানিয়েছে আল জাজিরা। নতুন করে সামরিক সহায়তার আওতায় ইউক্রেনে হাইমোবিলিটি আর্টিলারি রকেট সিস্টেম লঞ্চারের মতো সামরিক সরঞ্জাম পাঠাবে যুক্তরাষ্ট্র। এমন সময় ওয়াশিংটনের পক্ষ হতে এই ঘোষণা এল, যখন দেশের দক্ষিণ ও পূর্বাঞ্চলীয় একাধিক রাশিয়ার দখলে থাকা ইউক্রেনের এক এক একালা ফিরে পেতে শুরু করেছে ইউক্রেন।	[406, 1260, 599, 1450]
table-cell: ১৩০৫	[1292, 2160, 1336, 2178]
lmaf-subtitle: ও মধ্যস্থিত ফার্মেসী প্রশিক্ষণ আহ্বান	[1266, 1748, 1427, 1761]
